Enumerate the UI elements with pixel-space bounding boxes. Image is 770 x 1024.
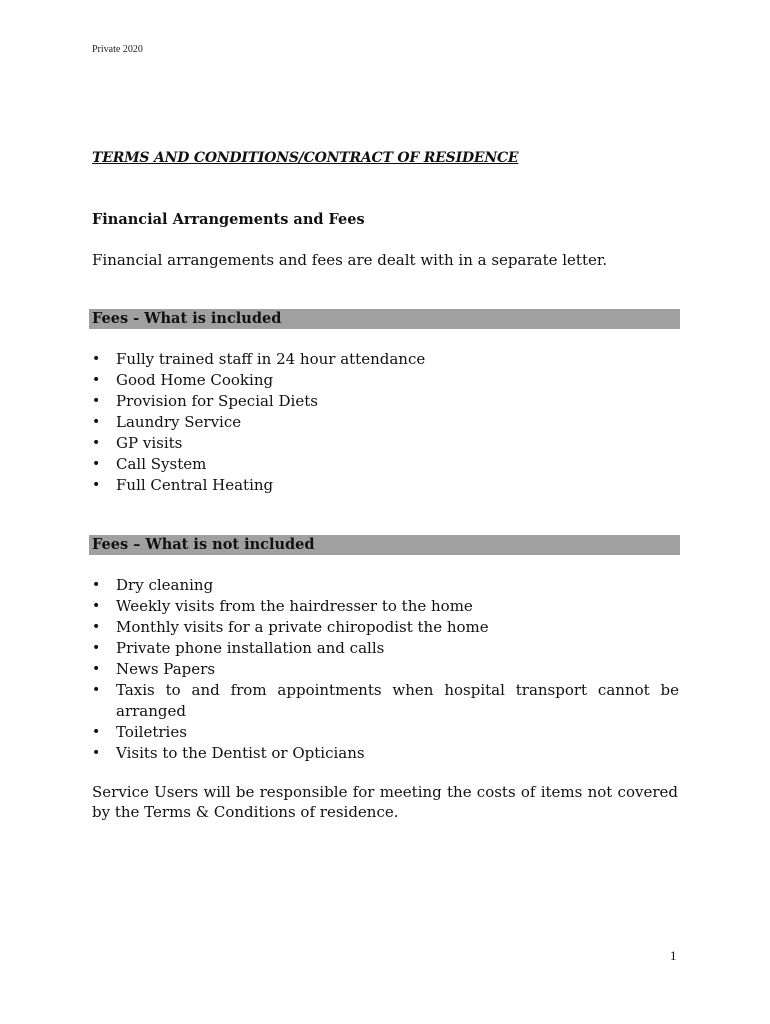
not-included-list xyxy=(92,575,679,764)
list-item: • Provision for Special Diets xyxy=(92,391,679,412)
not-included-heading-band xyxy=(89,535,680,555)
list-item: • Private phone installation and calls xyxy=(92,638,679,659)
not-included-heading: Fees – What is not included xyxy=(92,536,315,553)
list-item: • Full Central Heating xyxy=(92,475,679,496)
included-list xyxy=(92,349,679,496)
included-heading: Fees - What is included xyxy=(92,310,282,327)
list-item: • Visits to the Dentist or Opticians xyxy=(92,743,679,764)
list-item: • Fully trained staff in 24 hour attendance xyxy=(92,349,679,370)
list-item: • Toiletries xyxy=(92,722,679,743)
financial-heading: Financial Arrangements and Fees xyxy=(92,211,365,228)
list-item: • Monthly visits for a private chiropodist the home xyxy=(92,617,679,638)
header-note: Private 2020 xyxy=(92,44,143,55)
included-heading-band xyxy=(89,309,680,329)
list-item: • Weekly visits from the hairdresser to the home xyxy=(92,596,679,617)
closing-paragraph: Service Users will be responsible for meeting the costs of items not covered by the Terms & Conditions of residence. xyxy=(92,783,678,821)
list-item: • GP visits xyxy=(92,433,679,454)
list-item: • Call System xyxy=(92,454,679,475)
financial-text: Financial arrangements and fees are dealt with in a separate letter. xyxy=(92,251,608,269)
list-item: • Taxis to and from appointments when hospital transport cannot be arranged xyxy=(92,680,679,722)
page-number: 1 xyxy=(670,948,677,963)
list-item: • Good Home Cooking xyxy=(92,370,679,391)
document-title: TERMS AND CONDITIONS/CONTRACT OF RESIDENCE xyxy=(92,150,519,166)
list-item: • Dry cleaning xyxy=(92,575,679,596)
list-item: • News Papers xyxy=(92,659,679,680)
list-item: • Laundry Service xyxy=(92,412,679,433)
